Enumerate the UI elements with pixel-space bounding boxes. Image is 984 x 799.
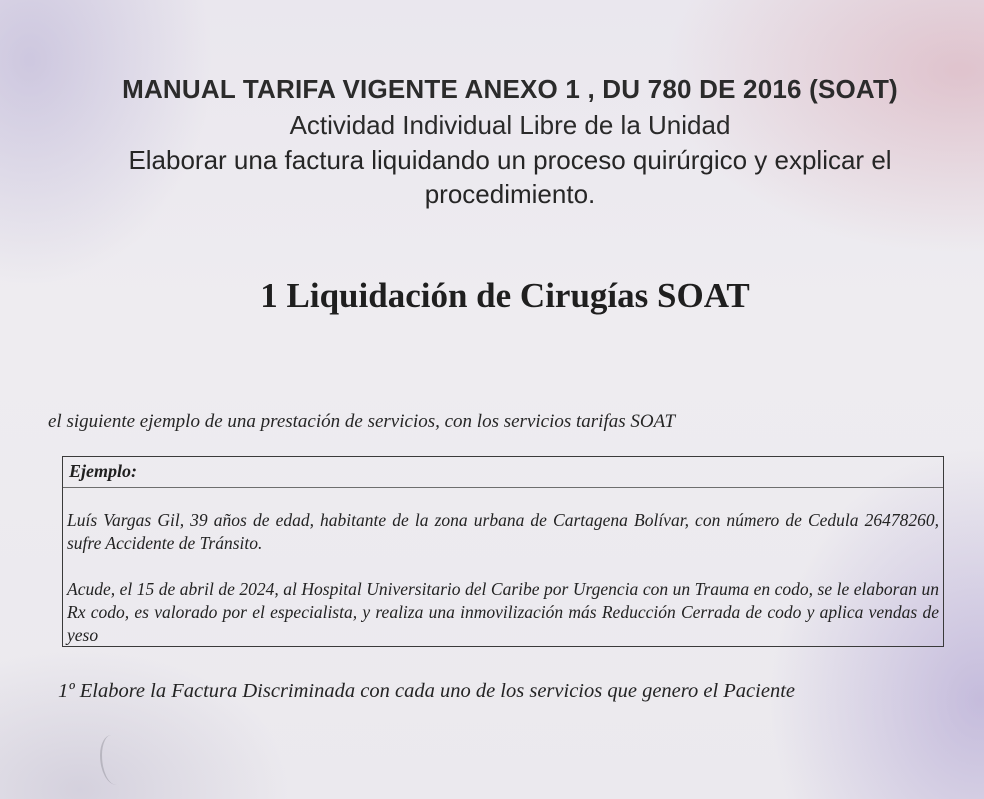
example-divider (63, 487, 943, 488)
task-statement: Elaborar una factura liquidando un proceso quirúrgico y explicar el procedimiento. (128, 145, 892, 209)
example-paragraph-patient: Luís Vargas Gil, 39 años de edad, habitante de la zona urbana de Cartagena Bolívar, con número de Cedula 26478260, sufre Accidente de Tránsito. (67, 510, 939, 553)
example-box (62, 456, 944, 647)
example-label: Ejemplo: (69, 461, 137, 481)
example-paragraph-incident: Acude, el 15 de abril de 2024, al Hospital Universitario del Caribe por Urgencia con un Trauma en codo, se le elaboran un Rx codo, es valorado por el especialista, y realiza una inmovilización más Reducción Cerrada de codo y aplica vendas de yeso (67, 579, 939, 645)
section-title: 1 Liquidación de Cirugías SOAT (260, 276, 750, 315)
question-text: 1º Elabore la Factura Discriminada con cada uno de los servicios que genero el Paciente (58, 680, 795, 702)
intro-text: el siguiente ejemplo de una prestación de servicios, con los servicios tarifas SOAT (48, 411, 676, 432)
activity-subtitle: Actividad Individual Libre de la Unidad (289, 110, 731, 140)
paper-smudge (100, 735, 128, 785)
document-main-title: MANUAL TARIFA VIGENTE ANEXO 1 , DU 780 DE 2016 (SOAT) (122, 74, 898, 104)
